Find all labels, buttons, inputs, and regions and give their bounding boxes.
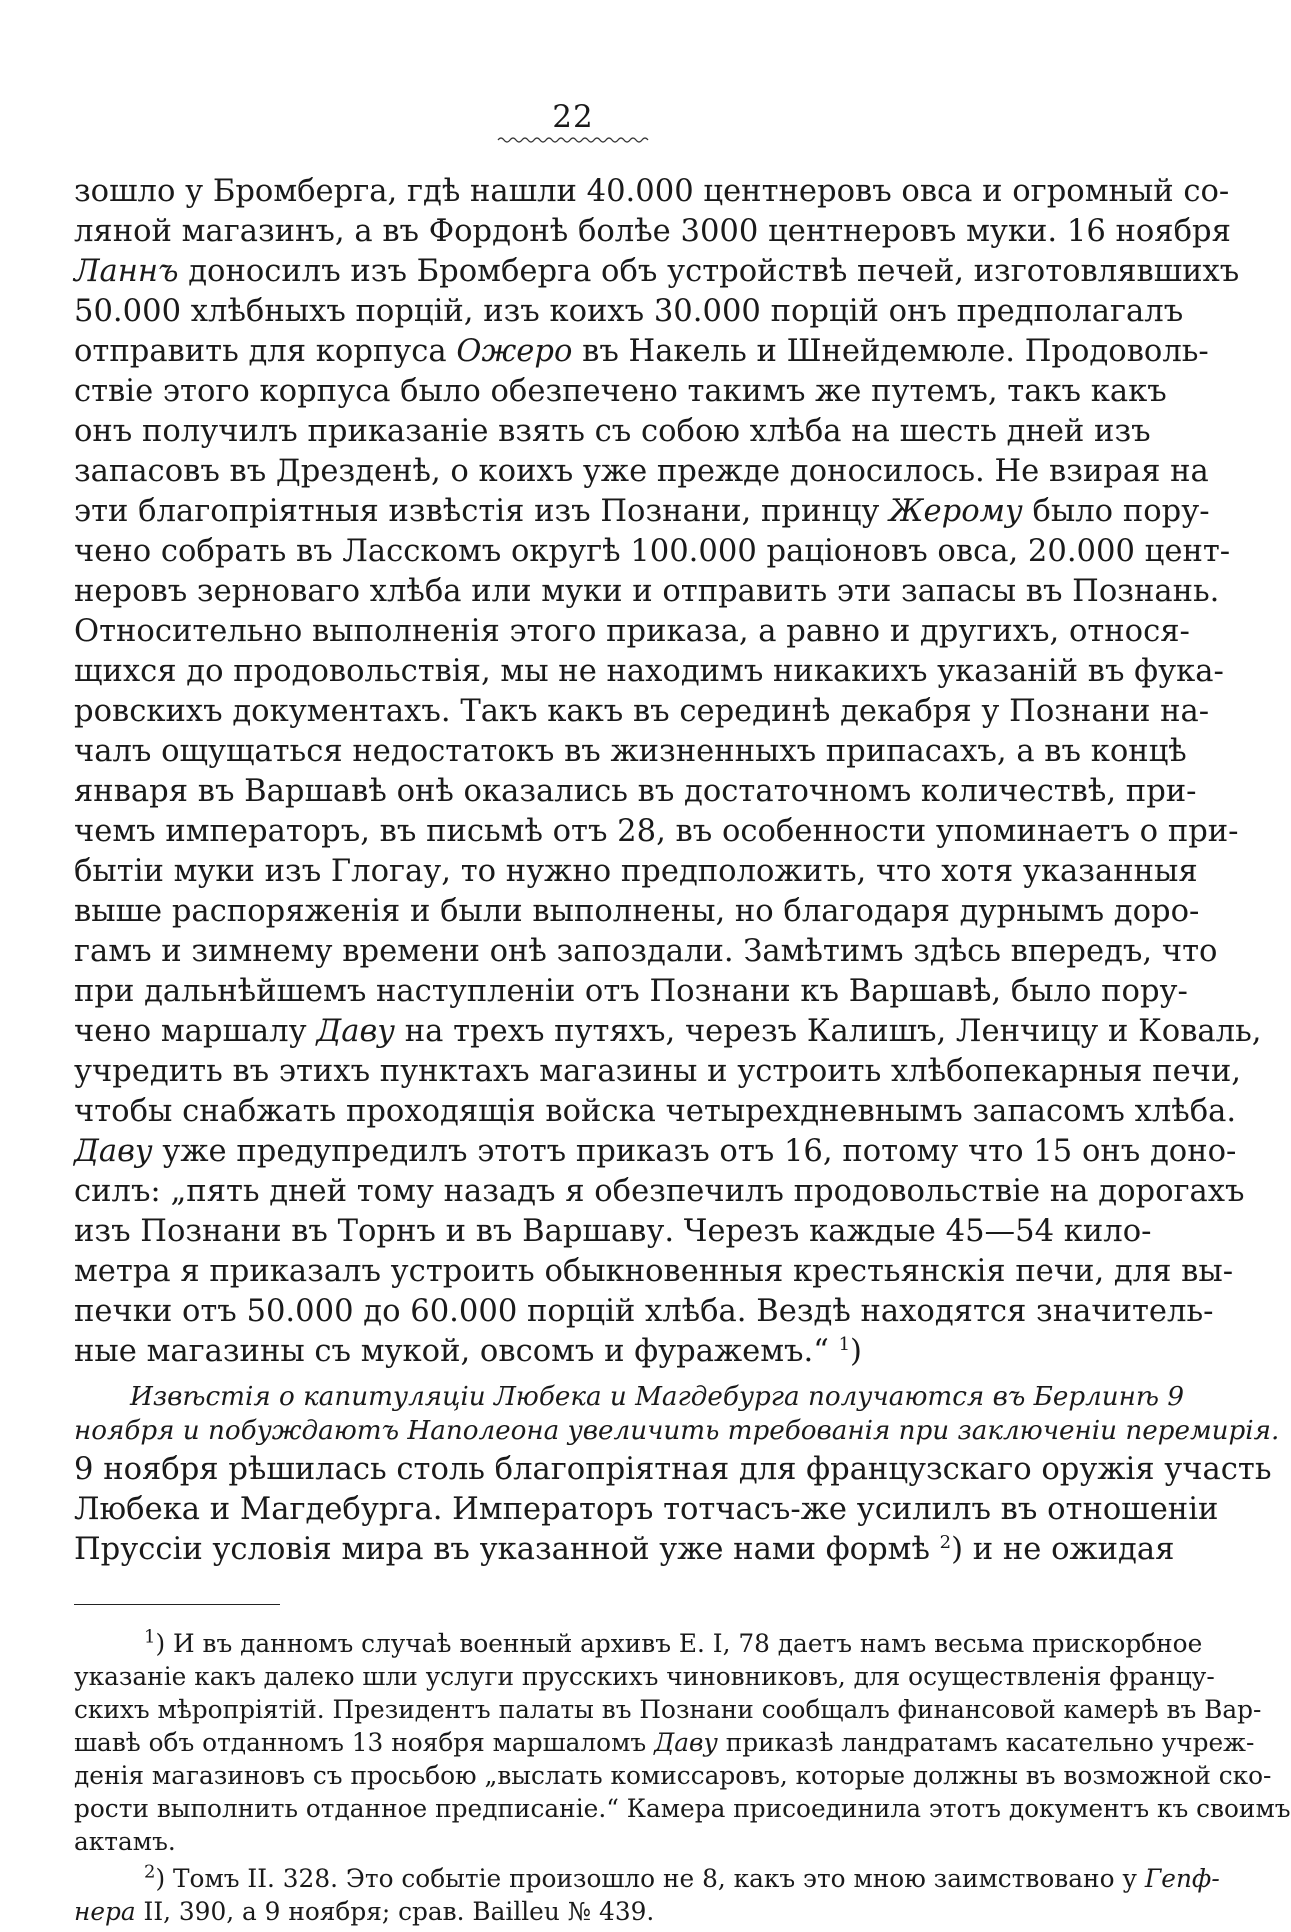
name-davout: Даву — [74, 1134, 153, 1169]
text-line: силъ: „пять дней тому назадъ я обезпечилъ продовольствіе на дорогахъ — [74, 1174, 1245, 1209]
footnote-line: указаніе какъ далеко шли услуги прусскихъ чиновниковъ, для осуществленія францу- — [74, 1662, 1215, 1691]
text-line: чемъ императоръ, въ письмѣ отъ 28, въ особенности упоминаетъ о при- — [74, 814, 1239, 849]
text-line: Относительно выполненія этого приказа, а равно и другихъ, относя- — [74, 614, 1190, 649]
footnote-line: нера II, 390, а 9 ноября; срав. Bailleu № 439. — [74, 1897, 655, 1926]
text-line: Ланнъ доносилъ изъ Бромберга объ устройствѣ печей, изготовлявшихъ — [74, 254, 1240, 289]
footnote-ref-2[interactable]: 2 — [939, 1531, 952, 1553]
footnote-line: шавѣ объ отданномъ 13 ноября маршаломъ Даву приказѣ ландратамъ касательно учреж- — [74, 1728, 1255, 1757]
text-line: запасовъ въ Дрезденѣ, о коихъ уже прежде доносилось. Не взирая на — [74, 454, 1209, 489]
footnote-marker: 2 — [144, 1861, 156, 1883]
text-line: учредить въ этихъ пунктахъ магазины и устроить хлѣбопекарныя печи, — [74, 1054, 1242, 1089]
text-line: гамъ и зимнему времени онѣ запоздали. Замѣтимъ здѣсь впередъ, что — [74, 934, 1218, 969]
footnote-line: рости выполнить отданное предписаніе.“ Камера присоединила этотъ документъ къ своимъ — [74, 1794, 1291, 1823]
text-line: чтобы снабжать проходящія войска четырехдневнымъ запасомъ хлѣба. — [74, 1094, 1237, 1129]
text-line: выше распоряженія и были выполнены, но благодаря дурнымъ доро- — [74, 894, 1200, 929]
page — [74, 99, 1291, 1932]
footnote-line: денія магазиновъ съ просьбою „выслать комиссаровъ, которые должны въ возможной ско- — [74, 1761, 1272, 1790]
text-line: чалъ ощущаться недостатокъ въ жизненныхъ припасахъ, а въ концѣ — [74, 734, 1187, 769]
text-line: чено собрать въ Ласскомъ округѣ 100.000 раціоновъ овса, 20.000 цент- — [74, 534, 1231, 569]
footnote-line: $^2$) Томъ II. 328. Это событіе произошло не 8, какъ это мною заимствовано у Гепф- — [144, 1861, 1220, 1893]
footnote-1 — [74, 1626, 1291, 1858]
text-line: онъ получилъ приказаніе взять съ собою хлѣба на шесть дней изъ — [74, 414, 1151, 449]
text-line: января въ Варшавѣ онѣ оказались въ достаточномъ количествѣ, при- — [74, 774, 1197, 809]
text-line: при дальнѣйшемъ наступленіи отъ Познани къ Варшавѣ, было пору- — [74, 974, 1188, 1009]
footnote-line: скихъ мѣропріятій. Президентъ палаты въ Познани сообщалъ финансовой камерѣ въ Вар- — [74, 1695, 1262, 1724]
heading-line: Извѣстія о капитуляціи Любека и Магдебурга получаются въ Берлинѣ 9 — [130, 1382, 1184, 1412]
main-text-continued — [74, 1450, 1272, 1570]
text-line: метра я приказалъ устроить обыкновенныя крестьянскія печи, для вы- — [74, 1254, 1234, 1289]
name-davout: Даву — [654, 1728, 718, 1757]
footnote-ref-1[interactable]: 1 — [838, 1333, 851, 1355]
footnote-2 — [74, 1861, 1220, 1928]
text-line: Пруссіи условія мира въ указанной уже нами формѣ $^2$) и не ожидая — [74, 1531, 1175, 1567]
section-heading — [74, 1380, 1280, 1448]
footnote-divider — [74, 1604, 280, 1605]
name-hoepfner: нера — [74, 1897, 136, 1926]
heading-line: ноября и побуждаютъ Наполеона увеличить требованія при заключеніи перемирія. — [74, 1416, 1280, 1446]
text-line: 9 ноября рѣшилась столь благопріятная для французскаго оружія участь — [74, 1452, 1272, 1487]
name-jerome: Жерому — [889, 494, 1023, 529]
name-hoepfner: Гепф- — [1144, 1864, 1220, 1893]
text-line: зошло у Бромберга, гдѣ нашли 40.000 центнеровъ овса и огромный со- — [74, 174, 1230, 209]
footnote-line: актамъ. — [74, 1827, 176, 1856]
text-line: Любека и Магдебурга. Императоръ тотчасъ-же усилилъ въ отношеніи — [74, 1492, 1219, 1527]
text-line: ствіе этого корпуса было обезпечено такимъ же путемъ, такъ какъ — [74, 374, 1167, 409]
text-line: чено маршалу Даву на трехъ путяхъ, черезъ Калишъ, Ленчицу и Коваль, — [74, 1014, 1262, 1049]
text-line: изъ Познани въ Торнъ и въ Варшаву. Черезъ каждые 45—54 кило- — [74, 1214, 1152, 1249]
text-line: отправить для корпуса Ожеро въ Накель и Шнейдемюле. Продоволь- — [74, 334, 1209, 369]
text-line: ляной магазинъ, а въ Фордонѣ болѣе 3000 центнеровъ муки. 16 ноября — [74, 214, 1231, 249]
name-lannes: Ланнъ — [74, 254, 179, 289]
name-davout: Даву — [316, 1014, 396, 1049]
text-line: бытіи муки изъ Глогау, то нужно предположить, что хотя указанныя — [74, 854, 1198, 889]
main-text — [74, 172, 1262, 1372]
page-number: 22 — [552, 99, 594, 135]
footnote-line: $^1$) И въ данномъ случаѣ военный архивъ Е. I, 78 даетъ намъ весьма прискорбное — [144, 1626, 1203, 1658]
text-line: ровскихъ документахъ. Такъ какъ въ серединѣ декабря у Познани на- — [74, 694, 1210, 729]
text-line: ные магазины съ мукой, овсомъ и фуражемъ.“ $^1$) — [74, 1333, 862, 1369]
text-line: неровъ зерноваго хлѣба или муки и отправить эти запасы въ Познань. — [74, 574, 1220, 609]
footnote-marker: 1 — [144, 1626, 156, 1648]
name-augereau: Ожеро — [456, 334, 573, 369]
text-line: Даву уже предупредилъ этотъ приказъ отъ 16, потому что 15 онъ доно- — [74, 1134, 1237, 1169]
footnotes — [74, 1626, 1291, 1928]
text-line: печки отъ 50.000 до 60.000 порцій хлѣба. Вездѣ находятся значитель- — [74, 1294, 1214, 1329]
text-line: эти благопріятныя извѣстія изъ Познани, принцу Жерому было пору- — [74, 494, 1210, 529]
ornamental-rule-icon — [498, 136, 648, 144]
text-line: 50.000 хлѣбныхъ порцій, изъ коихъ 30.000 порцій онъ предполагалъ — [74, 294, 1184, 329]
text-line: щихся до продовольствія, мы не находимъ никакихъ указаній въ фука- — [74, 654, 1224, 689]
